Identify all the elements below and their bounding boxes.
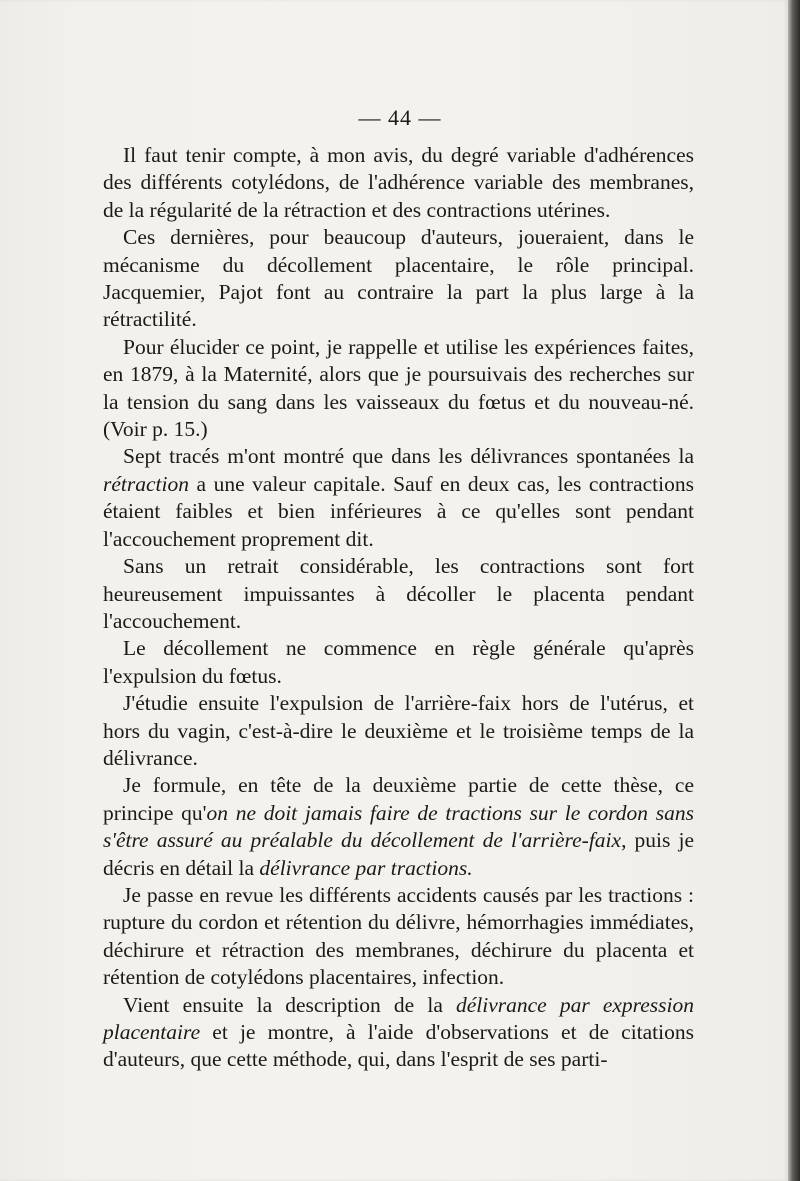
paragraph bbox=[103, 992, 694, 1074]
italic-text: délivrance par tractions. bbox=[259, 855, 473, 880]
text-run: Sept tracés m'ont montré que dans les délivrances spontanées la bbox=[123, 444, 694, 469]
text-run: , puis je décris en détail la bbox=[103, 828, 694, 880]
page-number: — 44 — bbox=[358, 105, 442, 130]
text-run: J'étudie ensuite l'expulsion de l'arrière-faix hors de l'utérus, et hors du vagin, c'est-à-dire le deuxième et le troisième temps de la délivrance. bbox=[103, 691, 694, 770]
paragraph bbox=[103, 882, 694, 992]
text-run: Je passe en revue les différents accidents causés par les tractions : rupture du cordon et rétention du délivre, hémorrhagies immédiates, déchirure et rétraction des membranes, déchirure du placenta et rétention de cotylédons placentaires, infection. bbox=[103, 882, 694, 990]
binding-edge bbox=[788, 0, 800, 1181]
italic-text: on ne doit jamais faire de tractions sur le cordon sans s'être assuré au préalable du décollement de l'arrière-faix bbox=[103, 800, 694, 853]
paragraph bbox=[103, 635, 694, 690]
paragraph bbox=[103, 553, 694, 635]
body-text bbox=[103, 142, 694, 1074]
text-run: Le décollement ne commence en règle générale qu'après l'expulsion du fœtus. bbox=[103, 636, 694, 688]
text-run: Ces dernières, pour beaucoup d'auteurs, joueraient, dans le mécanisme du décollement placentaire, le rôle principal. Jacquemier, Pajot font au contraire la part la plus large à la rétractilité. bbox=[103, 225, 694, 332]
italic-text: rétraction bbox=[103, 471, 189, 496]
paragraph bbox=[103, 334, 694, 444]
italic-text: délivrance par expression placentaire bbox=[103, 992, 694, 1044]
text-run: a une valeur capitale. Sauf en deux cas, les contractions étaient faibles et bien inférieures à ce qu'elles sont pendant l'accouchement proprement dit. bbox=[103, 471, 694, 551]
paragraph bbox=[103, 443, 694, 553]
paragraph bbox=[103, 772, 694, 882]
text-run: Sans un retrait considérable, les contractions sont fort heureusement impuissantes à décoller le placenta pendant l'accouchement. bbox=[103, 554, 694, 633]
text-run: Pour élucider ce point, je rappelle et utilise les expériences faites, en 1879, à la Maternité, alors que je poursuivais des recherches sur la tension du sang dans les vaisseaux du fœtus et du nouveau-né. (Voir p. 15.) bbox=[103, 334, 694, 442]
paragraph bbox=[103, 690, 694, 772]
text-run: Je formule, en tête de la deuxième partie de cette thèse, ce principe qu' bbox=[103, 773, 694, 825]
text-run: et je montre, à l'aide d'observations et de citations d'auteurs, que cette méthode, qui, dans l'esprit de ses parti- bbox=[103, 1020, 694, 1072]
paragraph bbox=[103, 142, 694, 224]
text-run: Vient ensuite la description de la bbox=[123, 992, 456, 1017]
text-run: Il faut tenir compte, à mon avis, du degré variable d'adhérences des différents cotylédons, de l'adhérence variable des membranes, de la régularité de la rétraction et des contractions utérines. bbox=[103, 143, 694, 222]
paragraph bbox=[103, 224, 694, 334]
